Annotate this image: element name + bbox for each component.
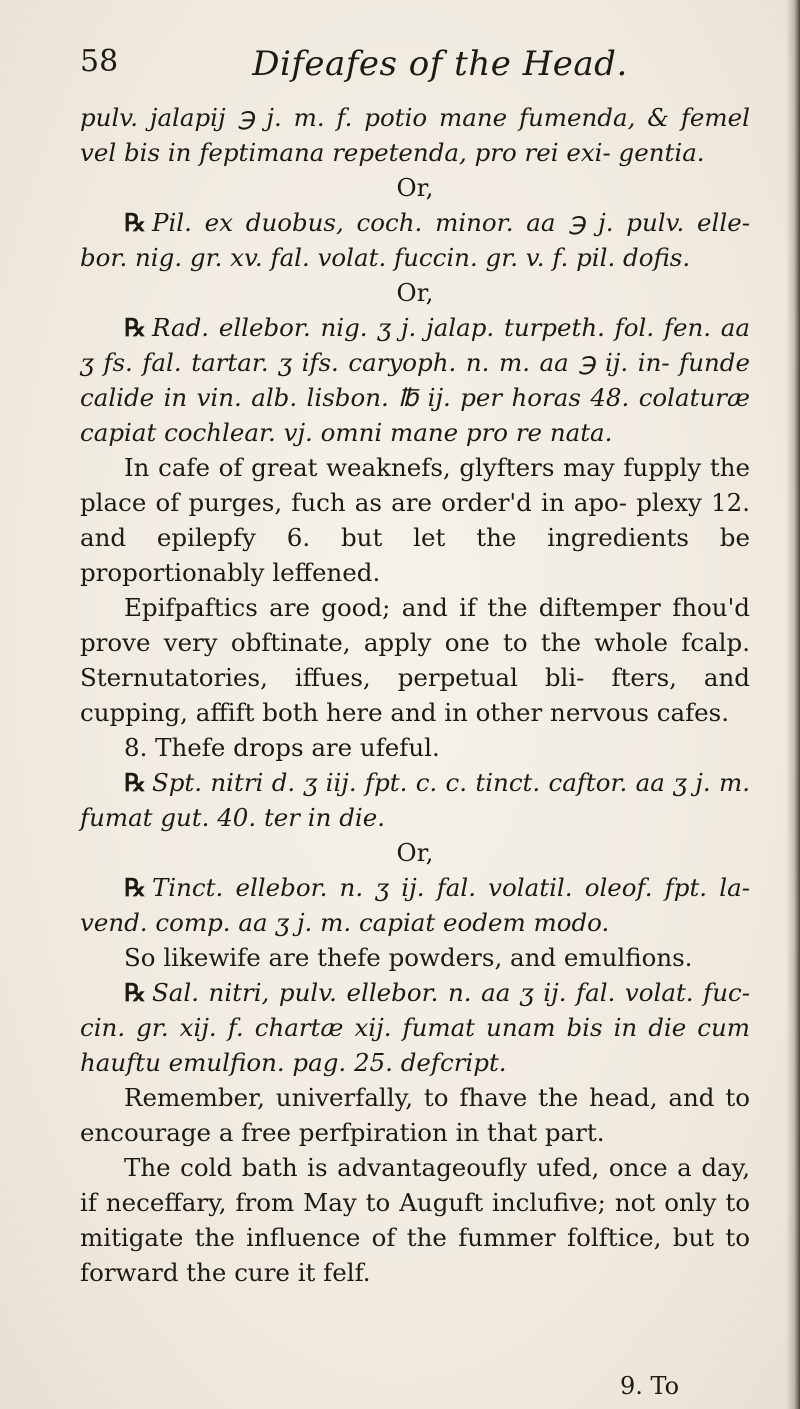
- recipe-symbol: ℞: [124, 873, 146, 902]
- recipe-text: Sal. nitri, pulv. ellebor. n. aa ʒ ij. fal. volat. fuc- cin. gr. xij. f. chartæ xij. fumat unam bis in die cum hauftu emulfion. pag. 25. defcript.: [80, 978, 750, 1077]
- recipe: [80, 870, 750, 940]
- paragraph: Remember, univerfally, to fhave the head, and to encourage a free perfpiration in that part.: [80, 1083, 750, 1147]
- paragraph: So likewife are thefe powders, and emulfions.: [124, 943, 693, 972]
- or-separator: Or,: [396, 838, 434, 867]
- recipe: [80, 310, 750, 450]
- recipe-symbol: ℞: [124, 768, 146, 797]
- recipe-continuation: pulv. jalapij ℈ j. m. f. potio mane fumenda, & femel vel bis in feptimana repetenda, pro rei exi- gentia.: [80, 103, 750, 167]
- catchword: 9. To: [620, 1372, 680, 1400]
- running-head: Difeafes of the Head.: [252, 44, 628, 84]
- paragraph: In cafe of great weaknefs, glyfters may fupply the place of purges, fuch as are order'd in apo- plexy 12. and epilepfy 6. but let the ingredients be proportionably leffened.: [80, 453, 750, 587]
- recipe-symbol: ℞: [124, 978, 146, 1007]
- recipe-text: Rad. ellebor. nig. ʒ j. jalap. turpeth. fol. fen. aa ʒ fs. fal. tartar. ʒ ifs. caryoph. n. m. aa ℈ ij. in- funde calide in vin. alb. lisbon. ℔ ij. per horas 48. colaturæ capiat cochlear. vj. omni mane pro re nata.: [80, 313, 750, 447]
- or-separator: Or,: [396, 173, 434, 202]
- recipe: [80, 765, 750, 835]
- body-text: [80, 100, 750, 1290]
- recipe: [80, 205, 750, 275]
- recipe-symbol: ℞: [124, 313, 146, 342]
- paragraph: Epifpaftics are good; and if the diftemper fhou'd prove very obftinate, apply one to the whole fcalp. Sternutatories, iffues, perpetual bli- fters, and cupping, affift both here and in other nervous cafes.: [80, 593, 750, 727]
- recipe-text: Tinct. ellebor. n. ʒ ij. fal. volatil. oleof. fpt. la- vend. comp. aa ʒ j. m. capiat eodem modo.: [80, 873, 750, 937]
- page-gutter-shadow: [786, 0, 800, 1409]
- or-separator: Or,: [396, 278, 434, 307]
- recipe: [80, 975, 750, 1080]
- paragraph: The cold bath is advantageoufly ufed, once a day, if neceffary, from May to Auguft inclufive; not only to mitigate the influence of the fummer folftice, but to forward the cure it felf.: [80, 1153, 750, 1287]
- recipe-symbol: ℞: [124, 208, 146, 237]
- recipe-text: Pil. ex duobus, coch. minor. aa ℈ j. pulv. elle- bor. nig. gr. xv. fal. volat. fuccin. gr. v. f. pil. dofis.: [80, 208, 750, 272]
- recipe-text: Spt. nitri d. ʒ iij. fpt. c. c. tinct. caftor. aa ʒ j. m. fumat gut. 40. ter in die.: [80, 768, 750, 832]
- page-number: 58: [80, 44, 119, 79]
- page-header: [80, 44, 700, 94]
- paragraph: 8. Thefe drops are ufeful.: [124, 733, 440, 762]
